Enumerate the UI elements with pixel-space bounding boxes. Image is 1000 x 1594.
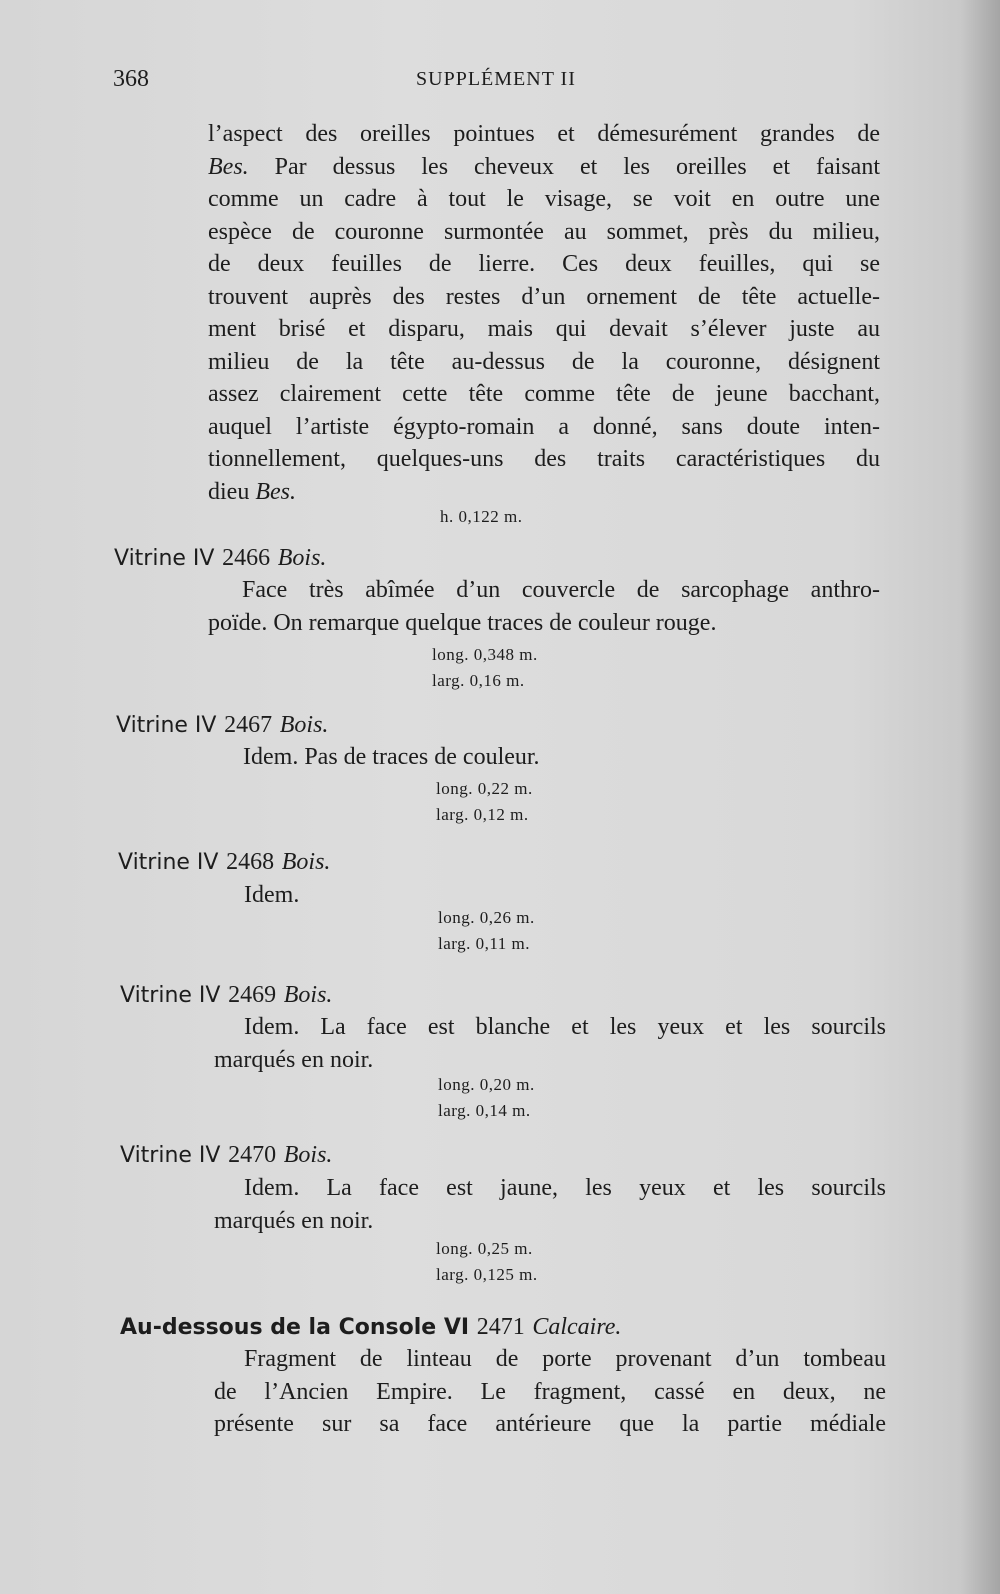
text-line: poïde. On remarque quelque traces de couleur rouge.	[208, 609, 717, 636]
entry-location: Vitrine IV	[114, 546, 215, 571]
entry-number: 2469	[228, 982, 277, 1008]
text-line: de l’Ancien Empire. Le fragment, cassé en deux, ne	[214, 1378, 886, 1405]
entry-number: 2471	[476, 1314, 525, 1340]
entry-material: Bois.	[279, 712, 329, 738]
text-line: assez clairement cette tête comme tête de jeune bacchant,	[208, 381, 880, 407]
entry-description-2466	[208, 574, 880, 639]
god-name: Bes.	[255, 478, 296, 505]
text-line: Idem. La face est blanche et les yeux et les sourcils	[244, 1014, 886, 1040]
entry-location: Vitrine IV	[120, 1143, 221, 1168]
entry-material: Bois.	[281, 849, 331, 875]
entry-material: Calcaire.	[532, 1314, 622, 1340]
text-line: comme un cadre à tout le visage, se voit en outre une	[208, 186, 880, 212]
entry-description-2468	[244, 879, 884, 912]
text-line: ment brisé et disparu, mais qui devait s’élever juste au	[208, 316, 880, 342]
entry-heading-2470	[120, 1140, 332, 1169]
entry-heading-2466	[114, 543, 326, 572]
text-line: marqués en noir.	[214, 1207, 374, 1234]
entry-dimensions-2468: long. 0,26 m. larg. 0,11 m.	[438, 908, 535, 953]
entry-number: 2470	[228, 1142, 277, 1168]
entry-material: Bois.	[283, 982, 333, 1008]
entry-location: Au-dessous de la Console VI	[120, 1315, 470, 1340]
entry-number: 2468	[226, 849, 275, 875]
entry-description-2469	[214, 1011, 886, 1076]
entry-dimensions-2466: long. 0,348 m. larg. 0,16 m.	[432, 645, 538, 690]
entry-heading-2469	[120, 980, 332, 1009]
text-line: Idem.	[244, 882, 300, 908]
text-line: tionnellement, quelques-uns des traits caractéristiques du	[208, 446, 880, 472]
entry-heading-2467	[116, 710, 328, 739]
text-line: espèce de couronne surmontée au sommet, près du milieu,	[208, 218, 880, 245]
entry-description-2470	[214, 1172, 886, 1237]
text-line: l’aspect des oreilles pointues et démesurément grandes de	[208, 121, 880, 147]
text-line: Idem. Pas de traces de couleur.	[243, 744, 540, 770]
text-line: marqués en noir.	[214, 1046, 374, 1073]
text-line: de deux feuilles de lierre. Ces deux feuilles, qui se	[208, 251, 880, 277]
intro-paragraph	[208, 118, 880, 508]
entry-location: Vitrine IV	[120, 983, 221, 1008]
entry-heading-2468	[118, 847, 330, 876]
text-line: Fragment de linteau de porte provenant d’un tombeau	[244, 1346, 886, 1372]
text-line: auquel l’artiste égypto-romain a donné, sans doute inten-	[208, 413, 880, 440]
text-line: trouvent auprès des restes d’un ornement de tête actuelle-	[208, 283, 880, 310]
text-line: Idem. La face est jaune, les yeux et les sourcils	[244, 1175, 886, 1201]
text-line: Face très abîmée d’un couvercle de sarcophage anthro-	[242, 577, 880, 603]
entry-location: Vitrine IV	[116, 713, 217, 738]
entry-material: Bois.	[283, 1142, 333, 1168]
entry-dimensions-2467: long. 0,22 m. larg. 0,12 m.	[436, 779, 533, 824]
dimension-height: h. 0,122 m.	[440, 507, 523, 526]
page-number: 368	[113, 66, 149, 92]
entry-location: Vitrine IV	[118, 850, 219, 875]
god-name: Bes.	[208, 153, 249, 180]
entry-number: 2466	[222, 545, 271, 571]
entry-dimensions-2470: long. 0,25 m. larg. 0,125 m.	[436, 1239, 538, 1284]
text-line: milieu de la tête au-dessus de la couronne, désignent	[208, 348, 880, 375]
entry-description-2467	[243, 741, 883, 774]
entry-material: Bois.	[277, 545, 327, 571]
entry-number: 2467	[224, 712, 273, 738]
text-line: dieu Bes.	[208, 478, 296, 505]
entry-dimensions-2469: long. 0,20 m. larg. 0,14 m.	[438, 1075, 535, 1120]
text-line: présente sur sa face antérieure que la partie médiale	[214, 1411, 886, 1437]
text-line: Bes. Par dessus les cheveux et les oreilles et faisant	[208, 153, 880, 180]
entry-description-2471	[214, 1343, 886, 1441]
running-head: SUPPLÉMENT II	[416, 68, 576, 90]
page-edge-shadow	[960, 0, 1000, 1594]
entry-heading-2471	[120, 1312, 621, 1341]
